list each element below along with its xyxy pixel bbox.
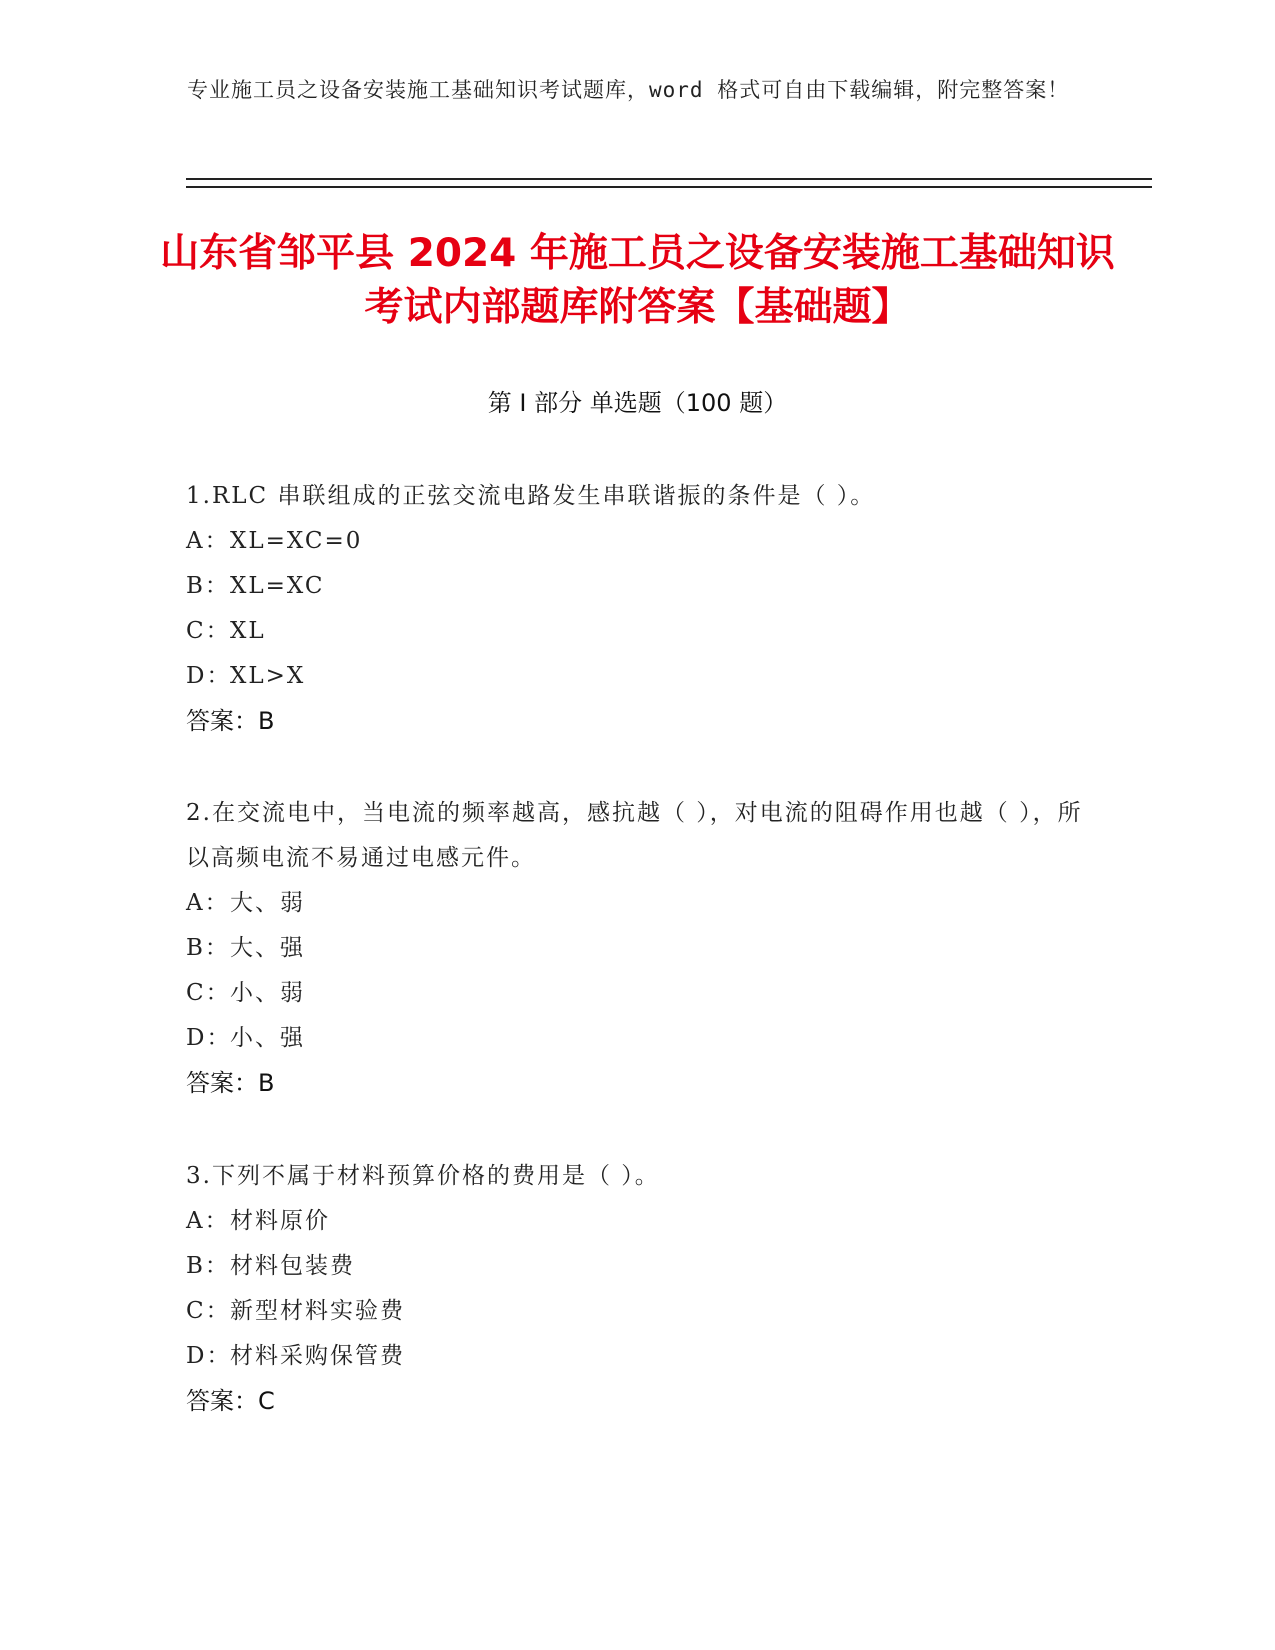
option-text: 新型材料实验费 — [230, 1298, 405, 1324]
answer: 答案：C — [186, 1387, 275, 1415]
option-key: B： — [186, 1253, 230, 1279]
option-key: A： — [186, 1208, 230, 1234]
option-b — [186, 564, 1086, 609]
section-title: 第 I 部分 单选题（100 题） — [487, 389, 788, 417]
question-stem: 1.RLC 串联组成的正弦交流电路发生串联谐振的条件是（ ）。 — [186, 483, 876, 509]
option-c — [186, 1289, 1086, 1334]
option-key: B： — [186, 935, 230, 961]
option-key: D： — [186, 1343, 232, 1369]
option-key: D： — [186, 663, 232, 689]
option-text: 小、弱 — [230, 980, 305, 1006]
option-key: C： — [186, 618, 231, 644]
option-b — [186, 926, 1086, 971]
option-text: XL=XC=0 — [230, 528, 363, 554]
option-text: XL>X — [230, 663, 306, 689]
option-key: B： — [186, 573, 230, 599]
option-a — [186, 519, 1086, 564]
header-divider-top — [186, 178, 1152, 180]
option-key: A： — [186, 890, 230, 916]
option-key: C： — [186, 980, 231, 1006]
option-c — [186, 609, 1086, 654]
option-key: A： — [186, 528, 230, 554]
option-key: D： — [186, 1025, 232, 1051]
header-divider-bottom — [186, 186, 1152, 188]
answer: 答案：B — [186, 707, 275, 735]
document-title: 山东省邹平县 2024 年施工员之设备安装施工基础知识考试内部题库附答案【基础题】 — [160, 231, 1115, 330]
question-1 — [186, 474, 1086, 744]
question-3 — [186, 1154, 1086, 1424]
option-key: C： — [186, 1298, 231, 1324]
option-d — [186, 1334, 1086, 1379]
option-text: XL=XC — [230, 573, 325, 599]
option-b — [186, 1244, 1086, 1289]
option-text: 大、弱 — [230, 890, 305, 916]
option-a — [186, 1199, 1086, 1244]
option-text: 小、强 — [230, 1025, 305, 1051]
option-text: XL — [230, 618, 266, 644]
option-d — [186, 654, 1086, 699]
question-stem: 3.下列不属于材料预算价格的费用是（ ）。 — [186, 1163, 660, 1189]
option-text: 材料采购保管费 — [230, 1343, 405, 1369]
option-text: 材料包装费 — [230, 1253, 355, 1279]
option-c — [186, 971, 1086, 1016]
question-2 — [186, 791, 1086, 1106]
header-note: 专业施工员之设备安装施工基础知识考试题库，word 格式可自由下载编辑，附完整答案！ — [187, 78, 1070, 102]
option-text: 材料原价 — [230, 1208, 330, 1234]
question-stem: 2.在交流电中，当电流的频率越高，感抗越（ ），对电流的阻碍作用也越（ ），所以高频电流不易通过电感元件。 — [186, 800, 1083, 871]
option-text: 大、强 — [230, 935, 305, 961]
option-d — [186, 1016, 1086, 1061]
option-a — [186, 881, 1086, 926]
answer: 答案：B — [186, 1069, 275, 1097]
